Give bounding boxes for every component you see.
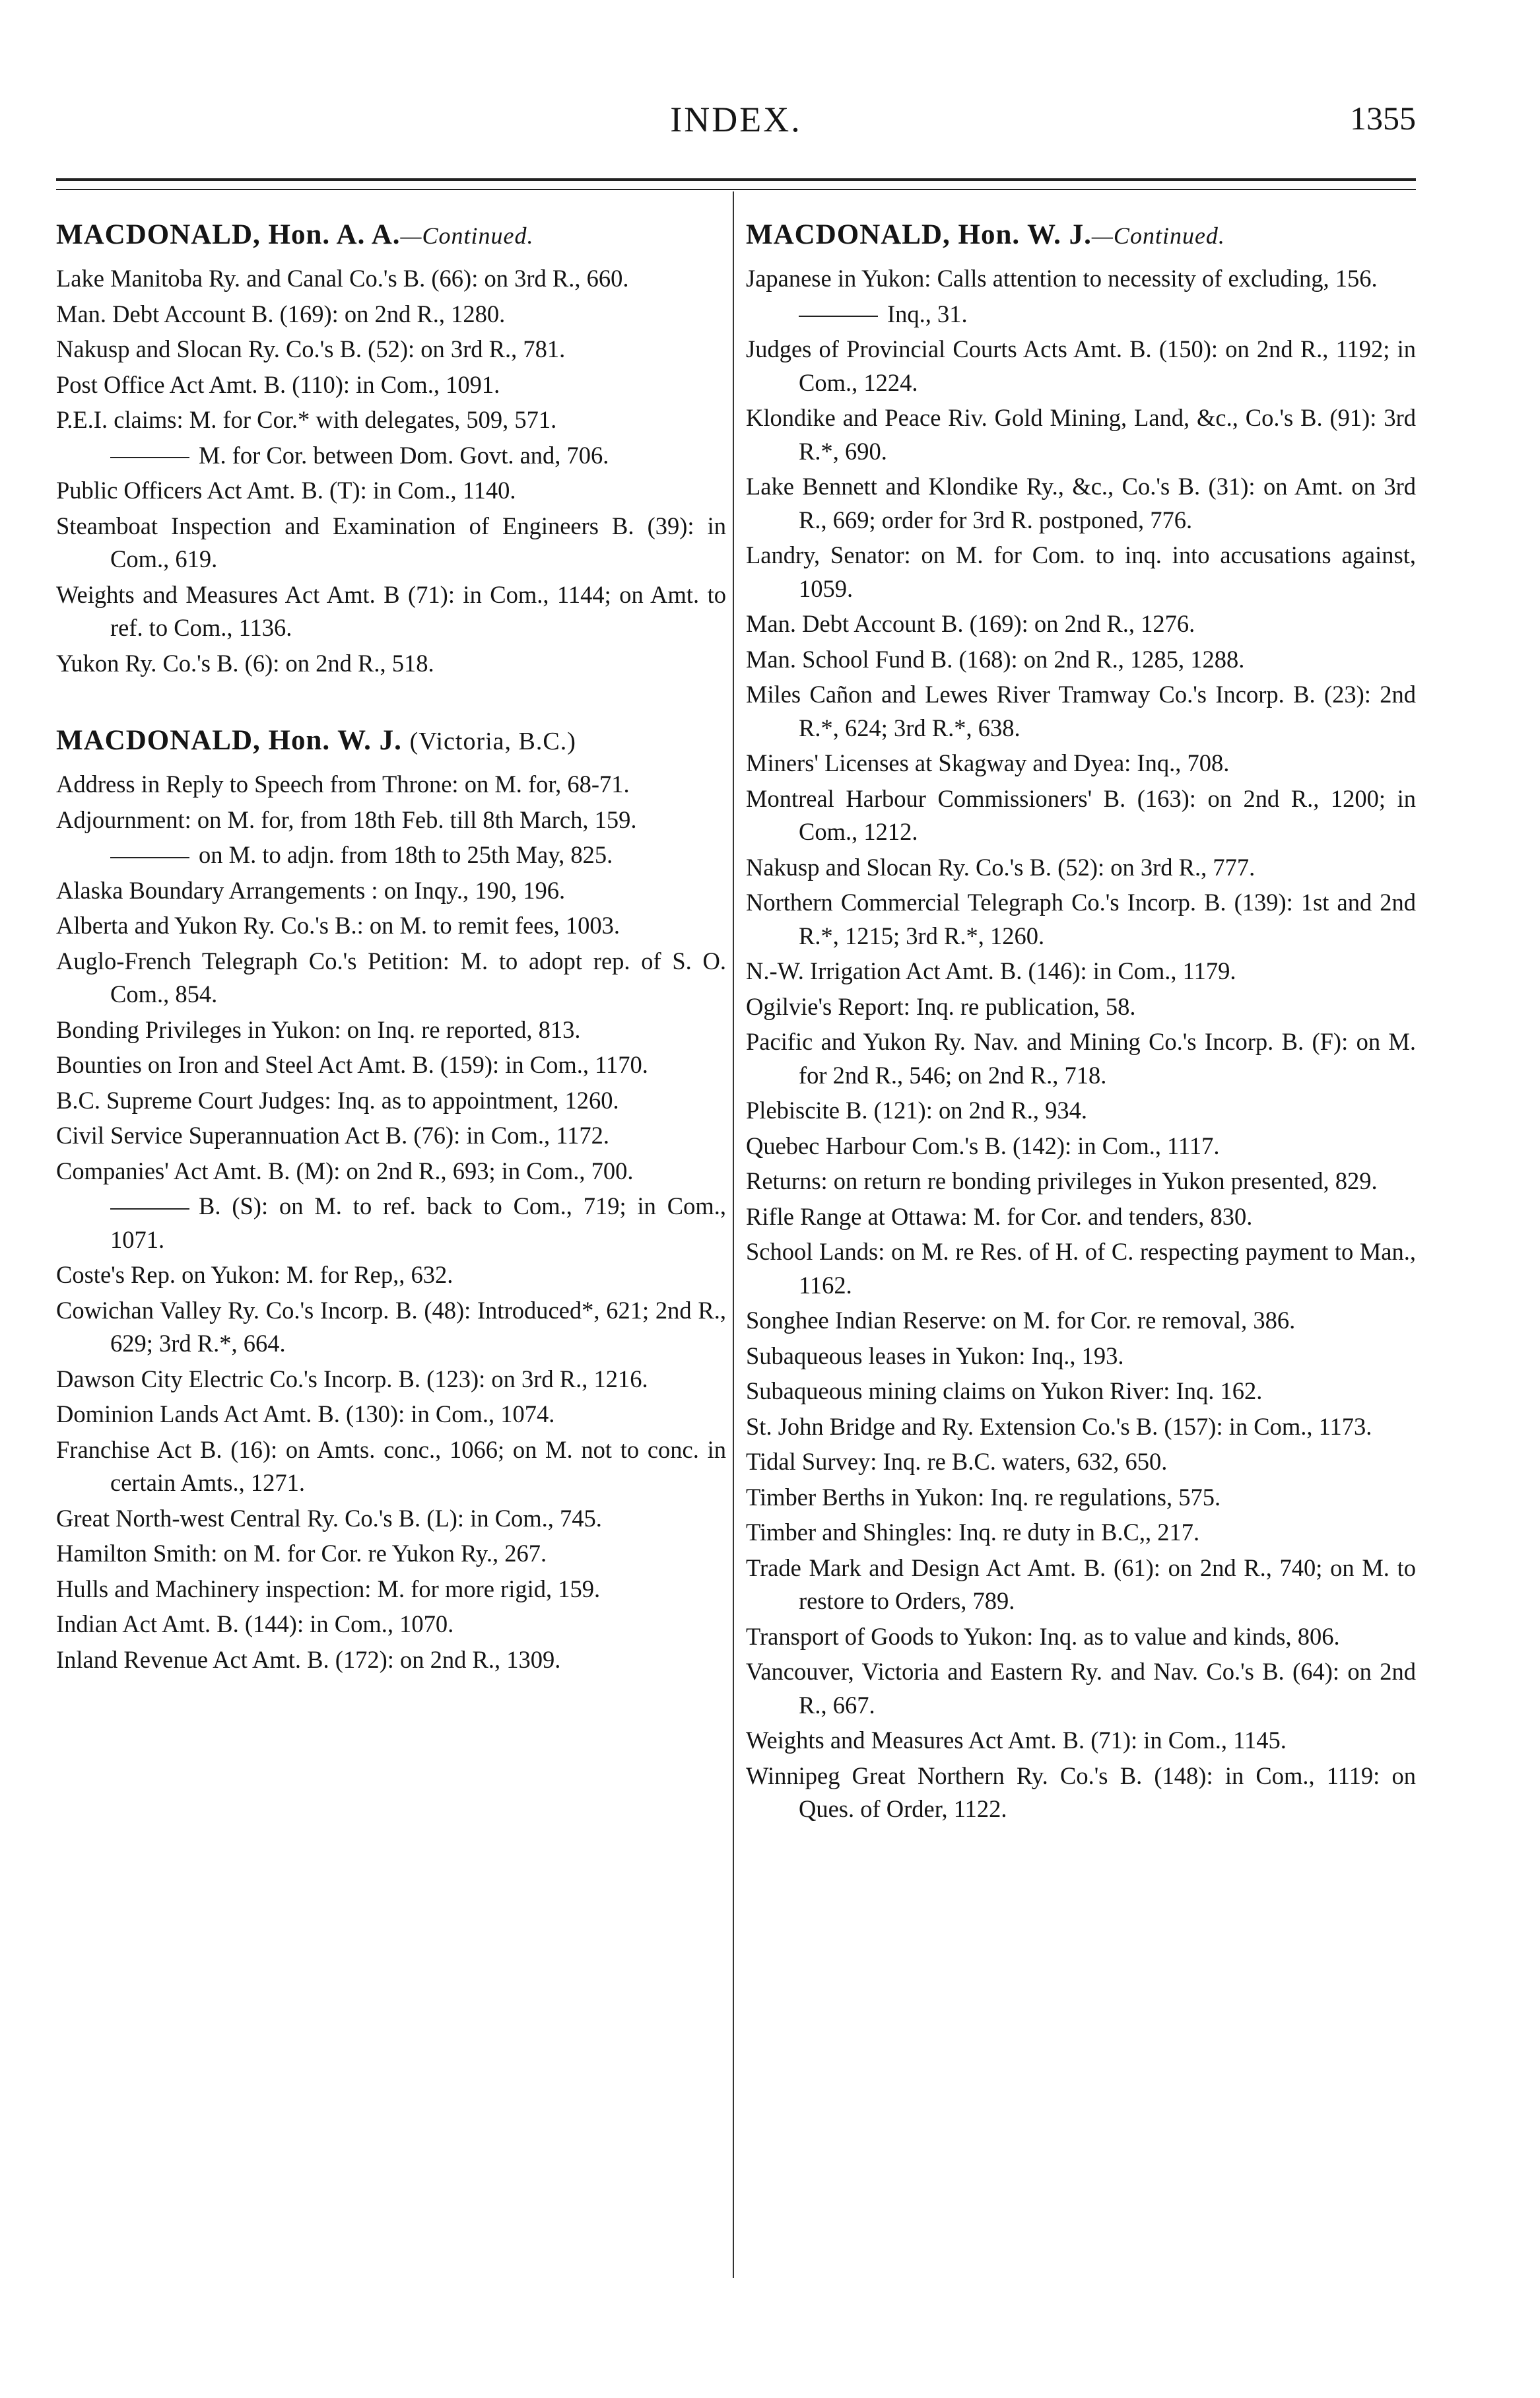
index-entry: Plebiscite B. (121): on 2nd R., 934. xyxy=(746,1097,1088,1124)
index-entry: Transport of Goods to Yukon: Inq. as to value and kinds, 806. xyxy=(746,1622,1340,1650)
page-number: 1355 xyxy=(1350,100,1416,137)
index-entry: Pacific and Yukon Ry. Nav. and Mining Co.'s Incorp. B. (F): on M. for 2nd R., 546; on 2nd R., 718. xyxy=(746,1028,1416,1089)
ditto-dash xyxy=(110,457,189,458)
index-entry: Dominion Lands Act Amt. B. (130): in Com., 1074. xyxy=(56,1400,555,1427)
index-entry: Hulls and Machinery inspection: M. for more rigid, 159. xyxy=(56,1575,601,1602)
index-entry: Vancouver, Victoria and Eastern Ry. and Nav. Co.'s B. (64): on 2nd R., 667. xyxy=(746,1658,1416,1719)
heading-note: (Victoria, B.C.) xyxy=(409,728,576,755)
index-entry: Adjournment: on M. for, from 18th Feb. till 8th March, 159. xyxy=(56,805,637,833)
entry-list xyxy=(56,262,726,680)
index-entry: Northern Commercial Telegraph Co.'s Incorp. B. (139): 1st and 2nd R.*, 1215; 3rd R.*, 1260. xyxy=(746,889,1416,949)
index-entry: School Lands: on M. re Res. of H. of C. respecting payment to Man., 1162. xyxy=(746,1238,1416,1299)
index-subentry xyxy=(56,439,726,473)
index-entry: Man. School Fund B. (168): on 2nd R., 1285, 1288. xyxy=(746,645,1245,673)
index-entry: Winnipeg Great Northern Ry. Co.'s B. (148): in Com., 1119: on Ques. of Order, 1122. xyxy=(746,1762,1416,1822)
continued-label: —Continued. xyxy=(400,223,534,249)
index-entry: Lake Manitoba Ry. and Canal Co.'s B. (66): on 3rd R., 660. xyxy=(56,265,629,292)
section-heading xyxy=(56,218,726,253)
index-entry: Subaqueous mining claims on Yukon River: Inq. 162. xyxy=(746,1377,1263,1404)
index-entry: Nakusp and Slocan Ry. Co.'s B. (52): on 3rd R., 781. xyxy=(56,335,566,362)
index-entry: Ogilvie's Report: Inq. re publication, 58. xyxy=(746,992,1136,1020)
index-entry: Alaska Boundary Arrangements : on Inqy., 190, 196. xyxy=(56,876,566,904)
index-entry: Japanese in Yukon: Calls attention to necessity of excluding, 156. xyxy=(746,265,1378,292)
index-entry: Civil Service Superannuation Act B. (76): in Com., 1172. xyxy=(56,1122,610,1149)
index-entry: Yukon Ry. Co.'s B. (6): on 2nd R., 518. xyxy=(56,649,434,677)
index-subentry xyxy=(56,839,726,872)
index-entry: Great North-west Central Ry. Co.'s B. (L): in Com., 745. xyxy=(56,1504,602,1532)
header-rule xyxy=(56,178,1416,181)
ditto-dash xyxy=(110,857,189,858)
ditto-dash xyxy=(799,316,878,317)
index-entry: N.-W. Irrigation Act Amt. B. (146): in Com., 1179. xyxy=(746,957,1236,984)
index-subentry xyxy=(746,298,1416,331)
index-entry: Inland Revenue Act Amt. B. (172): on 2nd R., 1309. xyxy=(56,1645,561,1673)
entry-list xyxy=(746,262,1416,1826)
index-entry: Rifle Range at Ottawa: M. for Cor. and tenders, 830. xyxy=(746,1202,1253,1230)
heading-name: MACDONALD, Hon. A. A. xyxy=(56,219,401,250)
section-heading xyxy=(746,218,1416,253)
entry-list xyxy=(56,768,726,1676)
heading-name: MACDONALD, Hon. W. J. xyxy=(56,725,402,756)
running-head xyxy=(56,92,1416,145)
header-rule-thin xyxy=(56,189,1416,190)
index-entry: Lake Bennett and Klondike Ry., &c., Co.'s B. (31): on Amt. on 3rd R., 669; order for 3rd R. postponed, 776. xyxy=(746,473,1416,533)
heading-name: MACDONALD, Hon. W. J. xyxy=(746,219,1092,250)
ditto-dash xyxy=(110,1208,189,1210)
index-entry: Auglo-French Telegraph Co.'s Petition: M. to adopt rep. of S. O. Com., 854. xyxy=(56,947,726,1008)
index-subentry xyxy=(56,1190,726,1256)
index-entry: Miles Cañon and Lewes River Tramway Co.'s Incorp. B. (23): 2nd R.*, 624; 3rd R.*, 638. xyxy=(746,681,1416,741)
index-entry: Judges of Provincial Courts Acts Amt. B. (150): on 2nd R., 1192; in Com., 1224. xyxy=(746,335,1416,396)
index-entry: St. John Bridge and Ry. Extension Co.'s B. (157): in Com., 1173. xyxy=(746,1412,1372,1440)
index-entry: Hamilton Smith: on M. for Cor. re Yukon Ry., 267. xyxy=(56,1540,547,1567)
index-entry: Miners' Licenses at Skagway and Dyea: Inq., 708. xyxy=(746,749,1230,776)
index-entry: Nakusp and Slocan Ry. Co.'s B. (52): on 3rd R., 777. xyxy=(746,853,1255,881)
index-entry: Post Office Act Amt. B. (110): in Com., 1091. xyxy=(56,370,500,398)
index-entry: Address in Reply to Speech from Throne: on M. for, 68-71. xyxy=(56,771,630,798)
index-entry: Steamboat Inspection and Examination of Engineers B. (39): in Com., 619. xyxy=(56,512,726,572)
section-heading xyxy=(56,724,726,759)
index-entry: Public Officers Act Amt. B. (T): in Com., 1140. xyxy=(56,477,516,504)
index-entry: Weights and Measures Act Amt. B (71): in Com., 1144; on Amt. to ref. to Com., 1136. xyxy=(56,580,726,641)
index-entry: Montreal Harbour Commissioners' B. (163): on 2nd R., 1200; in Com., 1212. xyxy=(746,784,1416,845)
index-entry: Landry, Senator: on M. for Com. to inq. into accusations against, 1059. xyxy=(746,541,1416,602)
index-entry: B.C. Supreme Court Judges: Inq. as to appointment, 1260. xyxy=(56,1086,619,1114)
index-entry: Quebec Harbour Com.'s B. (142): in Com., 1117. xyxy=(746,1132,1220,1159)
page-title: INDEX. xyxy=(670,100,802,139)
index-entry: Returns: on return re bonding privileges in Yukon presented, 829. xyxy=(746,1167,1378,1194)
subentry-text: on M. to adjn. from 18th to 25th May, 825. xyxy=(199,841,613,868)
index-entry: Cowichan Valley Ry. Co.'s Incorp. B. (48): Introduced*, 621; 2nd R., 629; 3rd R.*, 664. xyxy=(56,1296,726,1357)
index-entry: Man. Debt Account B. (169): on 2nd R., 1276. xyxy=(746,610,1195,637)
index-entry: Dawson City Electric Co.'s Incorp. B. (123): on 3rd R., 1216. xyxy=(56,1365,648,1392)
column-divider xyxy=(733,191,734,2278)
index-entry: Trade Mark and Design Act Amt. B. (61): on 2nd R., 740; on M. to restore to Orders, 789. xyxy=(746,1554,1416,1614)
index-entry: Tidal Survey: Inq. re B.C. waters, 632, 650. xyxy=(746,1448,1168,1475)
index-entry: Coste's Rep. on Yukon: M. for Rep,, 632. xyxy=(56,1261,453,1288)
index-entry: Indian Act Amt. B. (144): in Com., 1070. xyxy=(56,1610,454,1637)
index-entry: P.E.I. claims: M. for Cor.* with delegates, 509, 571. xyxy=(56,406,557,433)
index-entry: Weights and Measures Act Amt. B. (71): in Com., 1145. xyxy=(746,1727,1287,1754)
subentry-text: Inq., 31. xyxy=(887,300,968,327)
index-entry: Klondike and Peace Riv. Gold Mining, Land, &c., Co.'s B. (91): 3rd R.*, 690. xyxy=(746,404,1416,465)
subentry-text: B. (S): on M. to ref. back to Com., 719; in Com., 1071. xyxy=(110,1192,726,1253)
left-column xyxy=(56,218,726,1678)
subentry-text: M. for Cor. between Dom. Govt. and, 706. xyxy=(199,441,609,469)
index-entry: Bonding Privileges in Yukon: on Inq. re reported, 813. xyxy=(56,1015,581,1043)
index-entry: Man. Debt Account B. (169): on 2nd R., 1280. xyxy=(56,300,506,327)
index-entry: Franchise Act B. (16): on Amts. conc., 1066; on M. not to conc. in certain Amts., 1271. xyxy=(56,1435,726,1496)
index-entry: Alberta and Yukon Ry. Co.'s B.: on M. to remit fees, 1003. xyxy=(56,912,620,939)
index-entry: Subaqueous leases in Yukon: Inq., 193. xyxy=(746,1342,1124,1369)
index-entry: Timber and Shingles: Inq. re duty in B.C,, 217. xyxy=(746,1519,1200,1546)
index-entry: Bounties on Iron and Steel Act Amt. B. (159): in Com., 1170. xyxy=(56,1051,648,1078)
index-entry: Companies' Act Amt. B. (M): on 2nd R., 693; in Com., 700. xyxy=(56,1157,634,1184)
continued-label: —Continued. xyxy=(1091,223,1225,249)
index-entry: Timber Berths in Yukon: Inq. re regulations, 575. xyxy=(746,1483,1221,1511)
right-column xyxy=(746,218,1416,1828)
index-entry: Songhee Indian Reserve: on M. for Cor. re removal, 386. xyxy=(746,1307,1296,1334)
